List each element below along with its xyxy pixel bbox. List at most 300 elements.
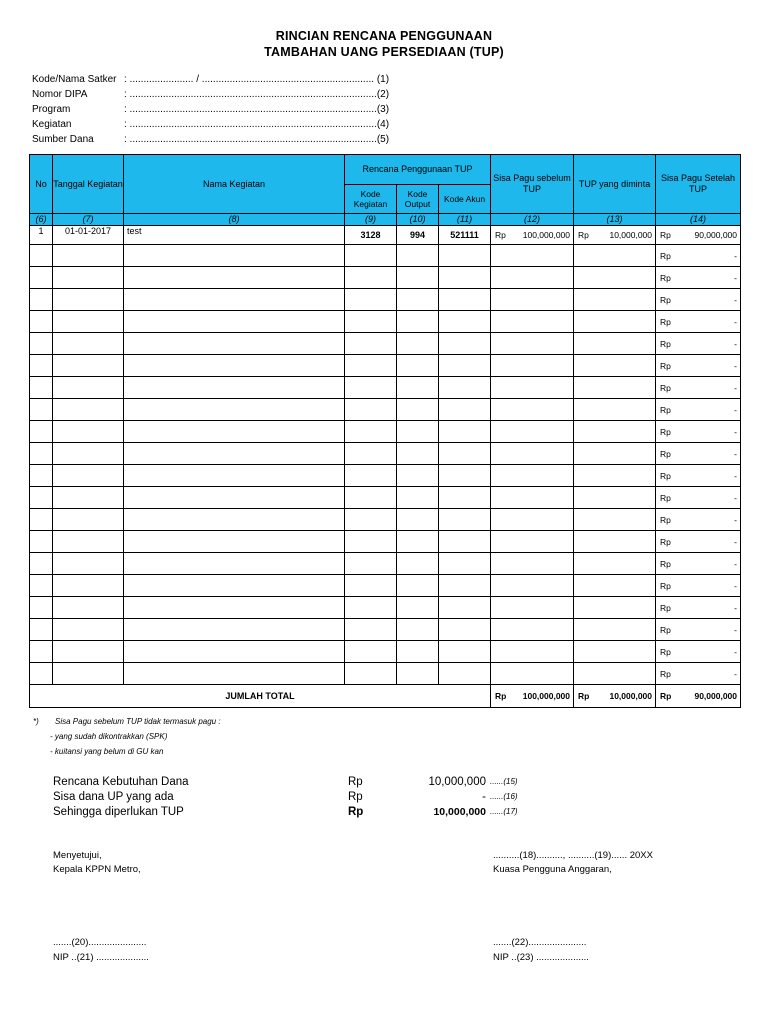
currency-label: Rp [660, 646, 671, 657]
currency-label: Rp [660, 404, 671, 415]
field-kode-satker [32, 73, 389, 87]
cell-tup-diminta [574, 289, 656, 311]
cell-kode-akun [439, 421, 491, 443]
currency-label: Rp [660, 691, 672, 701]
cell-sisa-sebelum [491, 487, 574, 509]
cell-sisa-setelah [656, 245, 741, 267]
cell-tanggal [53, 267, 124, 289]
currency-label: Rp [660, 514, 671, 525]
cell-nama [124, 597, 345, 619]
currency-label: Rp [660, 230, 671, 240]
field-label: Sumber Dana [32, 134, 94, 145]
cell-no [30, 619, 53, 641]
cell-kode-kegiatan [345, 377, 397, 399]
currency-label: Rp [660, 360, 671, 371]
cell-kode-kegiatan [345, 531, 397, 553]
cell-tup-diminta [574, 531, 656, 553]
cell-nama [124, 575, 345, 597]
doc-title-line2: TAMBAHAN UANG PERSEDIAAN (TUP) [264, 45, 504, 59]
summary-amount: 10,000,000 [428, 776, 486, 788]
cell-tanggal [53, 509, 124, 531]
cell-kode-akun [439, 355, 491, 377]
amount: - [734, 250, 738, 261]
cell-nama [124, 245, 345, 267]
table-row [30, 619, 741, 641]
cell-nama [124, 663, 345, 685]
col-header-no: No [30, 155, 53, 214]
table-row [30, 267, 741, 289]
col-number: (12) [491, 214, 574, 226]
cell-sisa-sebelum [491, 619, 574, 641]
amount: 90,000,000 [694, 230, 738, 240]
cell-tup-diminta [574, 487, 656, 509]
cell-sisa-sebelum [491, 245, 574, 267]
amount: - [734, 536, 738, 547]
cell-nama [124, 289, 345, 311]
cell-kode-output [397, 509, 439, 531]
currency-label: Rp [660, 294, 671, 305]
cell-kode-kegiatan [345, 641, 397, 663]
currency-label: Rp [660, 382, 671, 393]
cell-kode-akun [439, 289, 491, 311]
cell-sisa-setelah [656, 531, 741, 553]
amount: - [734, 492, 738, 503]
cell-kode-kegiatan [345, 399, 397, 421]
cell-kode-kegiatan: 3128 [345, 226, 397, 245]
summary-label: Sehingga diperlukan TUP [53, 806, 184, 818]
amount: - [734, 294, 738, 305]
cell-kode-output [397, 641, 439, 663]
field-value: : .........................................................................................(2) [124, 89, 390, 100]
currency-label: Rp [660, 624, 671, 635]
cell-no [30, 641, 53, 663]
cell-tup-diminta [574, 553, 656, 575]
cell-kode-output [397, 553, 439, 575]
cell-kode-kegiatan [345, 663, 397, 685]
cell-kode-akun [439, 245, 491, 267]
summary-currency: Rp [348, 776, 363, 788]
cell-kode-kegiatan [345, 289, 397, 311]
cell-kode-akun [439, 267, 491, 289]
cell-sisa-sebelum [491, 597, 574, 619]
amount: - [734, 448, 738, 459]
cell-tup-diminta [574, 399, 656, 421]
currency-label: Rp [660, 316, 671, 327]
col-header-rencana: Rencana Penggunaan TUP [345, 155, 491, 185]
cell-no [30, 399, 53, 421]
cell-sisa-sebelum [491, 443, 574, 465]
cell-sisa-setelah [656, 267, 741, 289]
currency-label: Rp [660, 602, 671, 613]
cell-kode-kegiatan [345, 597, 397, 619]
cell-kode-output [397, 289, 439, 311]
cell-kode-output [397, 311, 439, 333]
note-line3: - kuitansi yang belum di GU kan [50, 747, 164, 756]
cell-sisa-setelah [656, 553, 741, 575]
cell-kode-akun [439, 487, 491, 509]
cell-kode-output [397, 333, 439, 355]
cell-tup-diminta [574, 619, 656, 641]
cell-sisa-sebelum [491, 377, 574, 399]
amount: 100,000,000 [522, 691, 571, 701]
cell-tup-diminta [574, 443, 656, 465]
summary-ref: ......(17) [490, 807, 518, 816]
cell-tanggal [53, 333, 124, 355]
cell-tup-diminta [574, 355, 656, 377]
cell-sisa-setelah [656, 421, 741, 443]
cell-kode-kegiatan [345, 311, 397, 333]
cell-kode-kegiatan [345, 267, 397, 289]
cell-sisa-setelah [656, 226, 741, 245]
table-row [30, 311, 741, 333]
cell-nama: test [124, 226, 345, 245]
field-value: : .........................................................................................(5) [124, 134, 390, 145]
currency-label: Rp [660, 426, 671, 437]
cell-sisa-sebelum [491, 575, 574, 597]
currency-label: Rp [578, 230, 589, 240]
col-number: (8) [124, 214, 345, 226]
currency-label: Rp [495, 691, 507, 701]
col-header-sisa-setelah: Sisa Pagu Setelah TUP [656, 155, 741, 214]
table-row [30, 226, 741, 245]
cell-kode-output [397, 597, 439, 619]
field-value: : .........................................................................................(4) [124, 119, 390, 130]
table-row [30, 575, 741, 597]
col-number: (6) [30, 214, 53, 226]
cell-no [30, 355, 53, 377]
cell-sisa-sebelum [491, 531, 574, 553]
cell-kode-output [397, 399, 439, 421]
cell-kode-akun [439, 377, 491, 399]
cell-sisa-setelah [656, 443, 741, 465]
cell-no [30, 333, 53, 355]
cell-kode-kegiatan [345, 245, 397, 267]
col-header-kode-akun: Kode Akun [439, 185, 491, 214]
cell-tup-diminta [574, 663, 656, 685]
cell-no [30, 553, 53, 575]
cell-kode-kegiatan [345, 465, 397, 487]
cell-sisa-sebelum [491, 289, 574, 311]
currency-label: Rp [495, 230, 506, 240]
amount: - [734, 360, 738, 371]
cell-tanggal [53, 399, 124, 421]
currency-label: Rp [578, 691, 590, 701]
cell-kode-akun [439, 333, 491, 355]
cell-no [30, 421, 53, 443]
cell-kode-kegiatan [345, 619, 397, 641]
cell-kode-akun [439, 553, 491, 575]
table-row [30, 465, 741, 487]
cell-sisa-setelah [656, 289, 741, 311]
field-label: Kegiatan [32, 119, 72, 130]
cell-tup-diminta [574, 245, 656, 267]
cell-tanggal [53, 663, 124, 685]
cell-kode-akun [439, 531, 491, 553]
col-header-kode-output: Kode Output [397, 185, 439, 214]
currency-label: Rp [660, 580, 671, 591]
cell-no: 1 [30, 226, 53, 245]
cell-tup-diminta [574, 421, 656, 443]
col-header-kode-kegiatan: Kode Kegiatan [345, 185, 397, 214]
cell-kode-output: 994 [397, 226, 439, 245]
col-number: (14) [656, 214, 741, 226]
cell-tanggal [53, 619, 124, 641]
cell-tup-diminta [574, 377, 656, 399]
cell-no [30, 245, 53, 267]
table-row [30, 355, 741, 377]
currency-label: Rp [660, 470, 671, 481]
amount: 10,000,000 [609, 691, 653, 701]
amount: - [734, 514, 738, 525]
cell-sisa-setelah [656, 641, 741, 663]
cell-nama [124, 509, 345, 531]
cell-sisa-sebelum [491, 509, 574, 531]
amount: - [734, 470, 738, 481]
table-row [30, 553, 741, 575]
table-row [30, 289, 741, 311]
summary-amount: 10,000,000 [433, 806, 486, 818]
sig-left-nip: NIP ..(21) .................... [53, 952, 149, 963]
cell-no [30, 575, 53, 597]
cell-sisa-setelah [656, 597, 741, 619]
cell-kode-output [397, 421, 439, 443]
rencana-table [29, 154, 741, 708]
sig-left-line2: Kepala KPPN Metro, [53, 864, 141, 875]
cell-kode-kegiatan [345, 443, 397, 465]
cell-sisa-setelah [656, 377, 741, 399]
cell-sisa-sebelum [491, 641, 574, 663]
note-marker: *) [33, 717, 39, 726]
cell-sisa-setelah [656, 509, 741, 531]
cell-kode-kegiatan [345, 355, 397, 377]
cell-sisa-setelah [656, 619, 741, 641]
cell-tanggal [53, 245, 124, 267]
cell-nama [124, 399, 345, 421]
cell-sisa-sebelum [491, 399, 574, 421]
table-row [30, 641, 741, 663]
currency-label: Rp [660, 558, 671, 569]
cell-tup-diminta [574, 597, 656, 619]
sig-right-line1: ..........(18).........., ..........(19)...... 20XX [493, 850, 653, 861]
cell-kode-akun [439, 465, 491, 487]
table-row [30, 421, 741, 443]
cell-no [30, 509, 53, 531]
cell-sisa-setelah [656, 311, 741, 333]
field-label: Program [32, 104, 71, 115]
cell-kode-akun [439, 663, 491, 685]
cell-kode-akun: 521111 [439, 226, 491, 245]
col-number: (10) [397, 214, 439, 226]
cell-kode-output [397, 465, 439, 487]
cell-sisa-sebelum [491, 663, 574, 685]
table-row [30, 509, 741, 531]
note-line2: - yang sudah dikontrakkan (SPK) [50, 732, 168, 741]
amount: - [734, 316, 738, 327]
cell-no [30, 267, 53, 289]
cell-nama [124, 553, 345, 575]
amount: - [734, 602, 738, 613]
amount: - [734, 338, 738, 349]
cell-sisa-sebelum [491, 226, 574, 245]
cell-no [30, 597, 53, 619]
field-value: : .........................................................................................(3) [124, 104, 390, 115]
amount: - [734, 580, 738, 591]
cell-kode-output [397, 619, 439, 641]
table-row [30, 377, 741, 399]
amount: - [734, 404, 738, 415]
field-program [32, 103, 389, 117]
cell-kode-kegiatan [345, 575, 397, 597]
col-header-nama: Nama Kegiatan [124, 155, 345, 214]
cell-tanggal [53, 465, 124, 487]
cell-tanggal [53, 487, 124, 509]
summary-currency: Rp [348, 806, 364, 818]
summary-label: Sisa dana UP yang ada [53, 791, 174, 803]
cell-no [30, 289, 53, 311]
cell-sisa-setelah [656, 399, 741, 421]
cell-kode-kegiatan [345, 509, 397, 531]
cell-sisa-setelah [656, 355, 741, 377]
cell-nama [124, 333, 345, 355]
cell-kode-output [397, 575, 439, 597]
cell-nama [124, 443, 345, 465]
field-nomor-dipa [32, 88, 389, 102]
col-number: (9) [345, 214, 397, 226]
table-row [30, 443, 741, 465]
cell-kode-output [397, 377, 439, 399]
table-row [30, 399, 741, 421]
amount: 100,000,000 [522, 230, 571, 240]
currency-label: Rp [660, 272, 671, 283]
cell-kode-output [397, 531, 439, 553]
field-label: Nomor DIPA [32, 89, 88, 100]
cell-kode-output [397, 267, 439, 289]
cell-sisa-setelah [656, 333, 741, 355]
sig-left-line1: Menyetujui, [53, 850, 102, 861]
table-row [30, 663, 741, 685]
cell-nama [124, 487, 345, 509]
sig-right-line2: Kuasa Pengguna Anggaran, [493, 864, 612, 875]
cell-tanggal [53, 531, 124, 553]
cell-tanggal [53, 377, 124, 399]
cell-nama [124, 619, 345, 641]
cell-kode-output [397, 663, 439, 685]
cell-sisa-sebelum [491, 421, 574, 443]
field-sumber-dana [32, 133, 389, 147]
amount: - [734, 646, 738, 657]
col-header-tanggal: Tanggal Kegiatan [53, 155, 124, 214]
cell-kode-akun [439, 575, 491, 597]
cell-nama [124, 421, 345, 443]
cell-tanggal [53, 597, 124, 619]
cell-tup-diminta [574, 333, 656, 355]
cell-nama [124, 641, 345, 663]
cell-tanggal [53, 311, 124, 333]
cell-kode-output [397, 245, 439, 267]
cell-kode-akun [439, 509, 491, 531]
cell-tup-diminta [574, 465, 656, 487]
table-row [30, 333, 741, 355]
cell-nama [124, 355, 345, 377]
field-kegiatan [32, 118, 389, 132]
col-number: (7) [53, 214, 124, 226]
cell-no [30, 531, 53, 553]
amount: 10,000,000 [609, 230, 653, 240]
cell-sisa-sebelum [491, 311, 574, 333]
cell-kode-akun [439, 597, 491, 619]
cell-sisa-sebelum [491, 553, 574, 575]
cell-kode-akun [439, 399, 491, 421]
cell-tanggal: 01-01-2017 [53, 226, 124, 245]
summary-currency: Rp [348, 791, 363, 803]
cell-tanggal [53, 553, 124, 575]
cell-sisa-setelah [656, 487, 741, 509]
cell-kode-output [397, 355, 439, 377]
cell-nama [124, 377, 345, 399]
summary-ref: ......(16) [490, 792, 518, 801]
cell-kode-kegiatan [345, 553, 397, 575]
amount: - [734, 668, 738, 679]
cell-no [30, 311, 53, 333]
cell-tup-diminta [574, 641, 656, 663]
col-header-tup-diminta: TUP yang diminta [574, 155, 656, 214]
cell-nama [124, 531, 345, 553]
total-sisa-setelah [656, 685, 741, 708]
amount: 90,000,000 [694, 691, 738, 701]
total-label: JUMLAH TOTAL [30, 685, 491, 708]
table-row [30, 487, 741, 509]
cell-sisa-sebelum [491, 267, 574, 289]
cell-nama [124, 311, 345, 333]
amount: - [734, 558, 738, 569]
amount: - [734, 382, 738, 393]
cell-no [30, 443, 53, 465]
cell-kode-output [397, 443, 439, 465]
cell-sisa-sebelum [491, 333, 574, 355]
currency-label: Rp [660, 338, 671, 349]
table-row [30, 597, 741, 619]
summary-label: Rencana Kebutuhan Dana [53, 776, 189, 788]
cell-tup-diminta [574, 509, 656, 531]
cell-no [30, 663, 53, 685]
amount: - [734, 426, 738, 437]
cell-kode-kegiatan [345, 333, 397, 355]
col-number: (11) [439, 214, 491, 226]
cell-kode-kegiatan [345, 421, 397, 443]
cell-no [30, 487, 53, 509]
cell-kode-output [397, 487, 439, 509]
cell-tanggal [53, 575, 124, 597]
cell-kode-kegiatan [345, 487, 397, 509]
cell-kode-akun [439, 443, 491, 465]
currency-label: Rp [660, 250, 671, 261]
total-sisa-sebelum [491, 685, 574, 708]
field-value: : ....................... / .............................................................. (1) [124, 74, 390, 85]
field-label: Kode/Nama Satker [32, 74, 117, 85]
sig-right-nip: NIP ..(23) .................... [493, 952, 589, 963]
cell-sisa-setelah [656, 465, 741, 487]
sig-left-name: .......(20)...................... [53, 937, 147, 948]
cell-kode-akun [439, 311, 491, 333]
doc-title-line1: RINCIAN RENCANA PENGGUNAAN [275, 29, 493, 43]
cell-tup-diminta [574, 226, 656, 245]
cell-tanggal [53, 641, 124, 663]
currency-label: Rp [660, 492, 671, 503]
currency-label: Rp [660, 668, 671, 679]
currency-label: Rp [660, 448, 671, 459]
summary-amount: - [482, 791, 486, 803]
cell-sisa-setelah [656, 663, 741, 685]
